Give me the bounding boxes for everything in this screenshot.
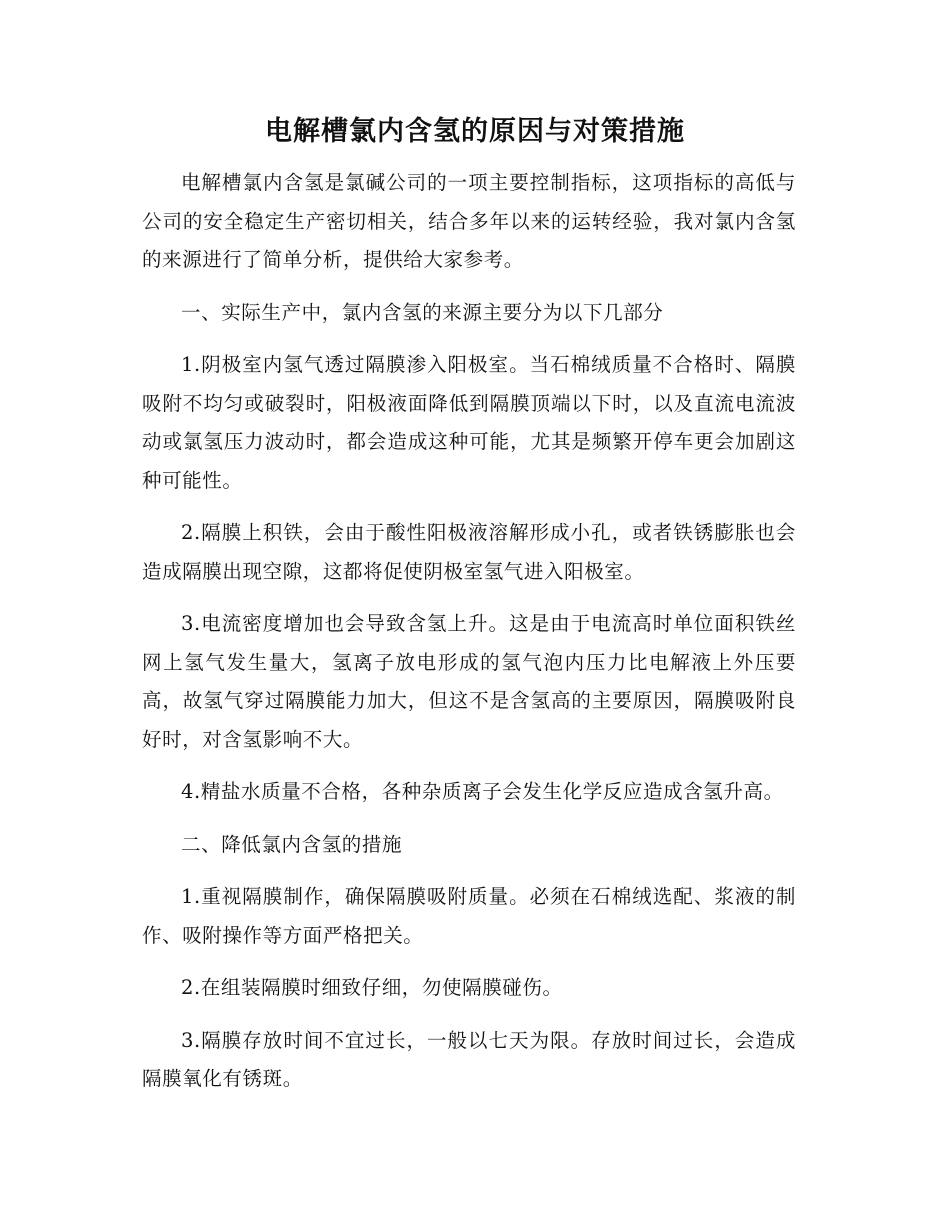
measure-item-2: 2.在组装隔膜时细致仔细，勿使隔膜碰伤。	[181, 976, 563, 999]
intro-paragraph: 电解槽氯内含氢是氯碱公司的一项主要控制指标，这项指标的高低与公司的安全稳定生产密切相关，结合多年以来的运转经验，我对氯内含氢的来源进行了简单分析，提供给大家参考。	[142, 171, 796, 271]
source-item-1: 1.阴极室内氢气透过隔膜渗入阳极室。当石棉绒质量不合格时、隔膜吸附不均匀或破裂时，阳极液面降低到隔膜顶端以下时，以及直流电流波动或氯氢压力波动时，都会造成这种可能，尤其是频繁开停车更会加剧这种可能性。	[142, 353, 796, 492]
section-heading-measures: 二、降低氯内含氢的措施	[181, 832, 403, 856]
document-body	[142, 164, 796, 1113]
source-item-3: 3.电流密度增加也会导致含氢上升。这是由于电流高时单位面积铁丝网上氢气发生量大，氢离子放电形成的氢气泡内压力比电解液上外压要高，故氢气穿过隔膜能力加大，但这不是含氢高的主要原因，隔膜吸附良好时，对含氢影响不大。	[142, 612, 796, 751]
section-heading-sources: 一、实际生产中，氯内含氢的来源主要分为以下几部分	[181, 300, 664, 324]
source-item-2: 2.隔膜上积铁，会由于酸性阳极液溶解形成小孔，或者铁锈膨胀也会造成隔膜出现空隙，这都将促使阴极室氢气进入阳极室。	[142, 521, 796, 583]
source-item-4: 4.精盐水质量不合格，各种杂质离子会发生化学反应造成含氢升高。	[181, 780, 784, 803]
measure-item-3: 3.隔膜存放时间不宜过长，一般以七天为限。存放时间过长，会造成隔膜氧化有锈斑。	[142, 1028, 796, 1090]
document-title: 电解槽氯内含氢的原因与对策措施	[265, 116, 685, 147]
measure-item-1: 1.重视隔膜制作，确保隔膜吸附质量。必须在石棉绒选配、浆液的制作、吸附操作等方面严格把关。	[142, 885, 796, 947]
